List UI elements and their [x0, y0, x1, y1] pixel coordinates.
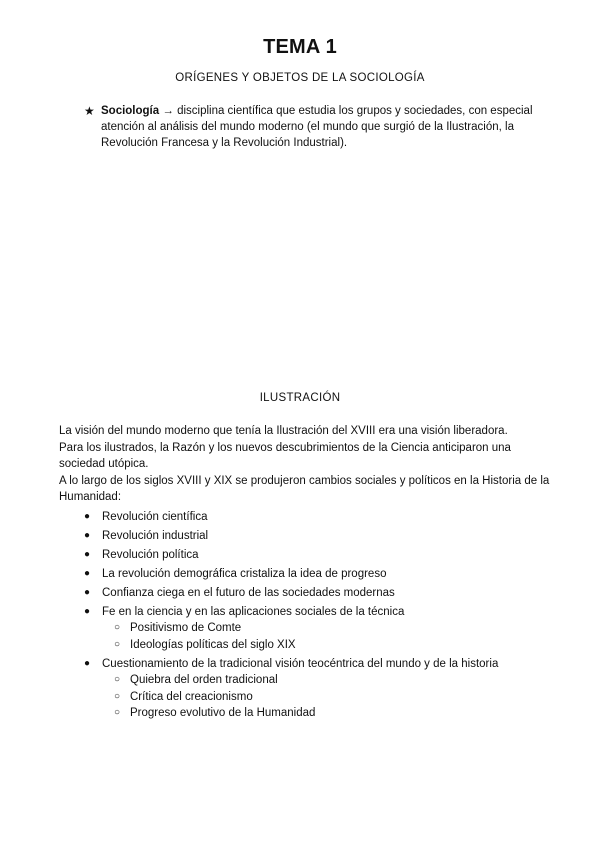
list-item-label: Revolución científica [102, 511, 208, 523]
bullet-list [84, 509, 564, 725]
sub-list-item-label: Quiebra del orden tradicional [130, 674, 278, 686]
sub-list-item-label: Ideologías políticas del siglo XIX [130, 638, 296, 651]
sub-list-item-label: Crítica del creacionismo [130, 690, 253, 703]
definition-block [84, 103, 564, 151]
circle-bullet-icon: ○ [114, 638, 121, 650]
list-item [84, 547, 564, 563]
circle-bullet-icon: ○ [114, 622, 121, 633]
page-title: TEMA 1 [263, 36, 337, 58]
list-item-label: La revolución demográfica cristaliza la idea de progreso [102, 568, 387, 580]
bullet-icon: ● [84, 568, 91, 579]
list-item [84, 509, 564, 525]
definition-text [101, 103, 564, 151]
bullet-icon: ● [84, 606, 91, 617]
sub-list-item-label: Positivismo de Comte [130, 622, 242, 634]
star-icon: ★ [84, 104, 95, 118]
bullet-icon: ● [84, 658, 91, 669]
arrow-icon: → [162, 105, 174, 117]
paragraph: La visión del mundo moderno que tenía la Ilustración del XVIII era una visión liberadora. [59, 425, 508, 437]
bullet-icon: ● [84, 511, 91, 522]
paragraph: Para los ilustrados, la Razón y los nuevos descubrimientos de la Ciencia anticiparon una sociedad utópica. [59, 441, 511, 470]
bullet-icon: ● [84, 530, 91, 541]
list-item [84, 656, 564, 722]
sub-list-item [102, 620, 564, 637]
paragraph: A lo largo de los siglos XVIII y XIX se produjeron cambios sociales y políticos en la Historia de la Humanidad: [59, 474, 550, 503]
list-item-label: Confianza ciega en el futuro de las sociedades modernas [102, 587, 395, 599]
sub-list [102, 672, 564, 722]
page-subtitle: ORÍGENES Y OBJETOS DE LA SOCIOLOGÍA [175, 72, 425, 84]
list-item-label: Fe en la ciencia y en las aplicaciones sociales de la técnica [102, 606, 405, 618]
circle-bullet-icon: ○ [114, 707, 121, 718]
section-heading: ILUSTRACIÓN [259, 392, 341, 404]
list-item [84, 585, 564, 601]
circle-bullet-icon: ○ [114, 674, 121, 685]
list-item-label: Revolución política [102, 549, 199, 561]
bullet-icon: ● [84, 587, 91, 598]
sub-list-item [102, 705, 564, 722]
bullet-icon: ● [84, 549, 91, 560]
definition-term: Sociología [101, 105, 160, 117]
list-item [84, 604, 564, 653]
list-item-label: Cuestionamiento de la tradicional visión teocéntrica del mundo y de la historia [102, 658, 499, 670]
definition-body: disciplina científica que estudia los grupos y sociedades, con especial atención al análisis del mundo moderno (el mundo que surgió de la Ilustración, la Revolución Francesa y la Revolución Industrial). [101, 105, 533, 149]
sub-list-item [102, 637, 564, 654]
list-item-label: Revolución industrial [102, 530, 209, 542]
list-item [84, 566, 564, 582]
list-item [84, 528, 564, 544]
circle-bullet-icon: ○ [114, 690, 121, 702]
sub-list-item [102, 672, 564, 689]
sub-list [102, 620, 564, 653]
intro-paragraphs [59, 423, 559, 506]
sub-list-item-label: Progreso evolutivo de la Humanidad [130, 707, 316, 719]
sub-list-item [102, 689, 564, 706]
